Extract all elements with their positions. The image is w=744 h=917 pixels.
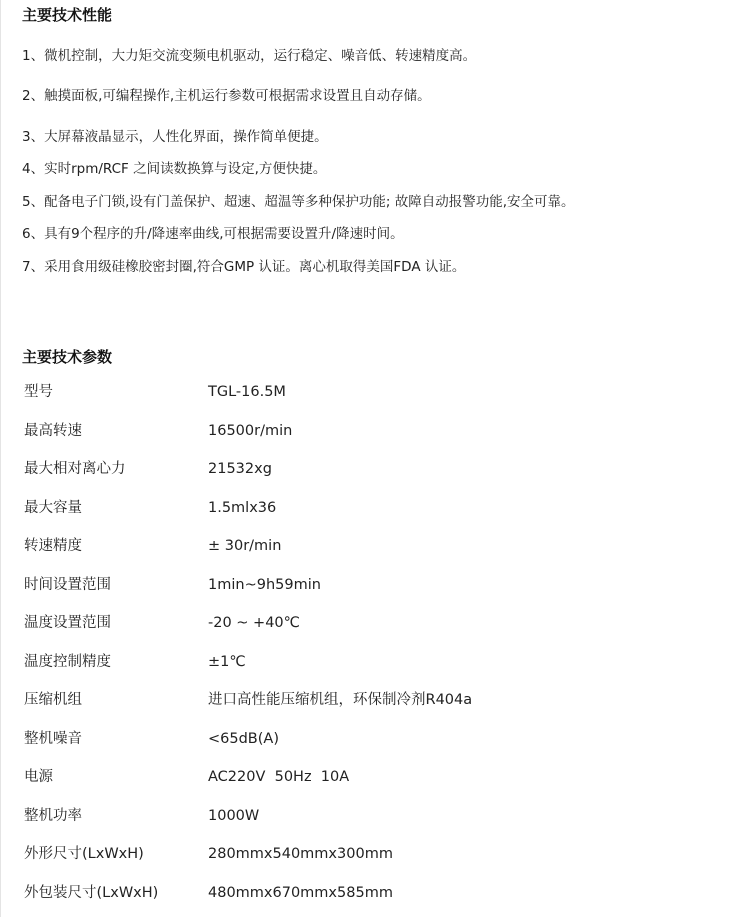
spec-label: 时间设置范围 — [24, 577, 111, 593]
spec-row-max-speed — [24, 420, 724, 442]
spec-row-power — [24, 805, 724, 827]
spec-value: 21532xg — [208, 461, 272, 477]
spec-label: 最大相对离心力 — [24, 461, 126, 477]
spec-row-model — [24, 381, 724, 403]
spec-row-noise — [24, 728, 724, 750]
left-border-line — [0, 0, 1, 917]
features-heading: 主要技术性能 — [22, 6, 113, 24]
spec-label: 外包装尺寸(LxWxH) — [24, 885, 159, 901]
spec-label: 外形尺寸(LxWxH) — [24, 846, 144, 862]
spec-row-max-rcf — [24, 458, 724, 480]
spec-row-power-supply — [24, 766, 724, 788]
spec-row-max-capacity — [24, 497, 724, 519]
spec-value: 280mmx540mmx300mm — [208, 846, 393, 862]
spec-label: 压缩机组 — [24, 692, 82, 708]
feature-item: 1、微机控制，大力矩交流变频电机驱动，运行稳定、噪音低、转速精度高。 — [22, 48, 477, 64]
spec-row-temp-accuracy — [24, 651, 724, 673]
spec-label: 最大容量 — [24, 500, 82, 516]
feature-item: 7、采用食用级硅橡胶密封圈,符合GMP 认证。离心机取得美国FDA 认证。 — [22, 259, 466, 275]
feature-item: 3、大屏幕液晶显示，人性化界面，操作简单便捷。 — [22, 129, 328, 145]
spec-value: 16500r/min — [208, 423, 293, 439]
spec-value: 1.5mlx36 — [208, 500, 277, 516]
spec-value: -20 ~ +40℃ — [208, 615, 300, 631]
spec-label: 电源 — [24, 769, 53, 785]
spec-label: 型号 — [24, 384, 53, 400]
spec-label: 温度控制精度 — [24, 654, 111, 670]
spec-row-compressor — [24, 689, 724, 711]
spec-label: 转速精度 — [24, 538, 82, 554]
feature-item: 2、触摸面板,可编程操作,主机运行参数可根据需求设置且自动存储。 — [22, 88, 431, 104]
spec-row-dimensions — [24, 843, 724, 865]
spec-value: AC220V 50Hz 10A — [208, 769, 350, 785]
spec-value: 480mmx670mmx585mm — [208, 885, 393, 901]
spec-row-temp-range — [24, 612, 724, 634]
spec-value: 进口高性能压缩机组，环保制冷剂R404a — [208, 692, 473, 708]
spec-value: 1min~9h59min — [208, 577, 321, 593]
spec-label: 温度设置范围 — [24, 615, 111, 631]
spec-value: <65dB(A) — [208, 731, 279, 747]
spec-label: 最高转速 — [24, 423, 82, 439]
spec-value: ± 30r/min — [208, 538, 282, 554]
spec-value: TGL-16.5M — [208, 384, 286, 400]
spec-value: 1000W — [208, 808, 260, 824]
spec-row-time-range — [24, 574, 724, 596]
spec-value: ±1℃ — [208, 654, 246, 670]
feature-item: 6、具有9个程序的升/降速率曲线,可根据需要设置升/降速时间。 — [22, 226, 404, 242]
feature-item: 4、实时rpm/RCF 之间读数换算与设定,方便快捷。 — [22, 161, 327, 177]
spec-row-package-dimensions — [24, 882, 724, 904]
spec-label: 整机功率 — [24, 808, 82, 824]
feature-item: 5、配备电子门锁,设有门盖保护、超速、超温等多种保护功能; 故障自动报警功能,安全可靠。 — [22, 194, 575, 210]
parameters-heading: 主要技术参数 — [22, 348, 113, 366]
spec-row-speed-accuracy — [24, 535, 724, 557]
spec-label: 整机噪音 — [24, 731, 82, 747]
